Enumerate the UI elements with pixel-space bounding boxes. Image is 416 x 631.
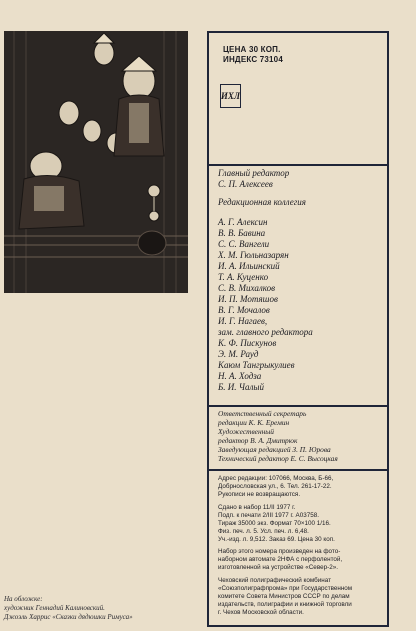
staff-line: Ответственный секретарь (218, 409, 307, 418)
divider (209, 469, 387, 471)
typeset-line: наборном автомате 2НФА с перфолентой, (218, 555, 343, 563)
print-info-line: Сдано в набор 11/II 1977 г. (218, 504, 296, 511)
staff-block (218, 409, 384, 463)
board-member: Э. М. Рауд (218, 349, 259, 359)
board-member: И. П. Мотяшов (218, 294, 278, 304)
printer-line: «Союзполиграфпрома» при Государственном (218, 584, 353, 592)
print-info-line: Тираж 35000 экз. Формат 70×100 1/16. (218, 519, 331, 527)
board-members-list (218, 217, 384, 393)
board-member: А. Г. Алексин (218, 217, 268, 227)
cover-caption-line: художник Геннадий Калиновский. (4, 604, 105, 612)
logo-text: ИХЛ (220, 91, 241, 101)
divider (209, 164, 387, 166)
address-line: Рукописи не возвращаются. (218, 490, 301, 498)
chief-editor-name: С. П. Алексеев (218, 179, 273, 189)
board-member: Б. И. Чалый (218, 382, 265, 392)
cover-illustration (4, 31, 188, 293)
divider (209, 405, 387, 407)
printer-line: Чеховский полиграфический комбинат (218, 577, 331, 584)
board-title: Редакционная коллегия (218, 197, 306, 207)
printer-line: г. Чехов Московской области. (218, 608, 304, 616)
board-member: К. Ф. Пискунов (218, 338, 277, 348)
imprint-frame (207, 31, 389, 627)
staff-line: Заведующая редакцией З. П. Юрова (218, 445, 331, 454)
chief-editor-block (218, 168, 384, 190)
typeset-block (218, 548, 386, 572)
staff-line: Художественный (218, 427, 274, 436)
price-label: ЦЕНА 30 КОП. (223, 45, 281, 54)
board-member: В. Г. Мочалов (218, 305, 270, 315)
typeset-line: Набор этого номера произведен на фото- (218, 548, 341, 555)
address-block (218, 475, 386, 499)
cover-caption-line: На обложке: (4, 595, 43, 603)
board-member: Каюм Тангрыкулиев (218, 360, 295, 370)
publisher-logo (220, 84, 241, 108)
printer-line: издательств, полиграфии и книжной торговли (218, 600, 352, 608)
board-member: И. А. Ильинский (218, 261, 280, 271)
staff-line: Технический редактор Е. С. Высоцкая (218, 454, 338, 463)
cover-caption (4, 595, 204, 622)
price-block (223, 45, 283, 65)
board-member: И. Г. Нагаев, (218, 316, 268, 326)
board-member: Н. А. Ходза (218, 371, 262, 381)
print-info-line: Подп. к печати 2/III 1977 г. А03758. (218, 511, 319, 519)
typeset-line: изготовленной на устройстве «Север-2». (218, 563, 338, 571)
board-member-role: зам. главного редактора (218, 327, 313, 337)
board-member: Т. А. Куценко (218, 272, 269, 282)
printer-block (218, 577, 386, 617)
board-member: Х. М. Гюльназарян (218, 250, 289, 260)
staff-line: редакции К. К. Еремин (218, 418, 290, 427)
chief-editor-title: Главный редактор (218, 168, 290, 178)
board-member: С. С. Вангели (218, 239, 270, 249)
staff-line: редактор В. А. Дмитрюк (218, 436, 298, 445)
index-label: ИНДЕКС 73104 (223, 55, 283, 64)
print-info-line: Физ. печ. л. 5. Усл. печ. л. 6,48. (218, 527, 309, 535)
address-line: Добрнословская ул., 6. Тел. 261-17-22. (218, 482, 332, 490)
illustration-drawing (4, 31, 188, 293)
print-info-block (218, 504, 386, 544)
cover-caption-line: Джоэль Харрис «Сказки дядюшки Римуса» (4, 613, 133, 621)
board-member: С. В. Михалков (218, 283, 276, 293)
address-line: Адрес редакции: 107066, Москва, Б-66, (218, 475, 334, 482)
board-member: В. В. Бавина (218, 228, 266, 238)
print-info-line: Уч.-изд. л. 9,512. Заказ 69. Цена 30 коп. (218, 535, 335, 543)
printer-line: комитете Совета Министров СССР по делам (218, 592, 350, 600)
